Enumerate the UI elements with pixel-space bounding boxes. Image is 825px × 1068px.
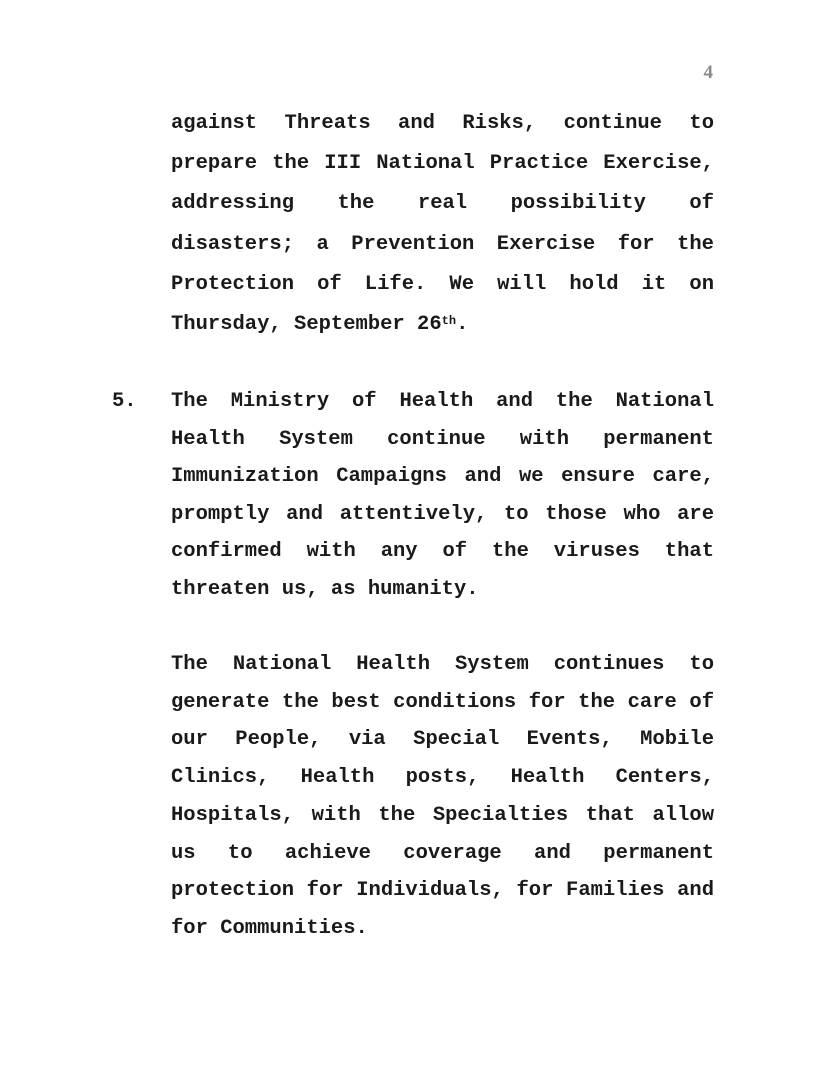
intro-paragraph (171, 104, 714, 345)
list-item-5-text: The Ministry of Health and the National Health System continue with permanent Immunization Campaigns and we ensure care, promptly and attentively, to those who are confirmed with any of the viruses that threaten us, as humanity. (171, 390, 714, 601)
page-number: 4 (703, 62, 713, 83)
intro-paragraph-text (171, 104, 714, 345)
health-system-paragraph-text: The National Health System continues to generate the best conditions for the care of our People, via Special Events, Mobile Clinics, Health posts, Health Centers, Hospitals, with the Specialties that allow us to achieve coverage and permanent protection for Individuals, for Families and for Communities. (171, 653, 714, 940)
health-system-paragraph (171, 646, 714, 948)
ordinal-suffix: th (441, 314, 457, 329)
intro-text: against Threats and Risks, continue to prepare the III National Practice Exercise, addressing the real possibility of disasters; a Prevention Exercise for the Protection of Life. We will hold it on Thursday, September 26 (171, 112, 714, 337)
list-item-number: 5. (112, 390, 137, 413)
intro-end: . (456, 313, 469, 337)
list-item-5 (171, 383, 714, 609)
